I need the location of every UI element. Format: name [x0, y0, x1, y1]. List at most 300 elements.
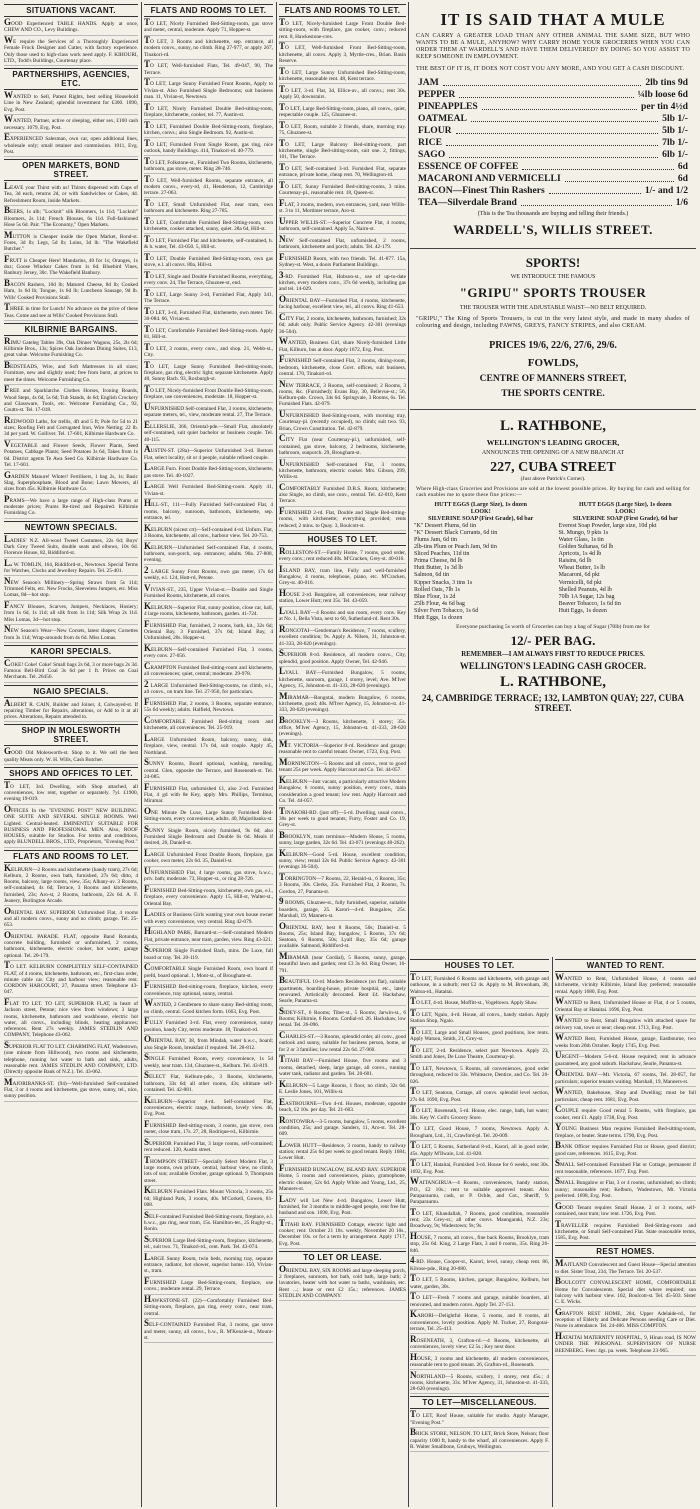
classified-ad: PRAMS—We have a large range of High-class Prams at moderate prices; Prams Re-tired and Repaired. Kilbirnie Furnishing Co.: [4, 496, 138, 519]
classified-ad: TO LET, 3rd. Dwelling, with Shop attached, all conveniences, low rent, together or separately. 7yl. £1900, evening 19-019.: [4, 782, 138, 805]
classified-ad: GOOD Experienced TABLE HANDS. Apply at once, CHEW AND CO., Levy Buildings.: [4, 19, 138, 36]
classified-ad: TO LET, Double Furnished Bed-Sitting-room, own gas stove, e.l. all convs. 80a, Hill-st.: [144, 254, 273, 271]
classified-ad: GOOD Old Molesworth-st. Shop to it. We sell the best quality Meats only. W. H. Wills, Cash Butcher.: [4, 748, 138, 765]
classified-ad: CRAMPTON Furnished Bed-sitting-room and kitchenette, all conveniences; quiet, central; moderate. 29-978.: [144, 663, 273, 680]
classified-ad: TO LET, Single and Double Furnished Rooms, everything, every conv. 24, The Terrace, Ghuznee-st, end.: [144, 272, 273, 289]
leader-dots: [549, 185, 641, 194]
classified-ad: KELBURN Furnished Flats. Mount Victoria, 3 rooms, 25s 6d; Highland Park, 3 rooms, 40s. M'Corkell, Gowen, 81-008.: [144, 1187, 273, 1210]
classified-ad: REDWOOD Laths, for trellis, 4ft and 5 ft; Pole for 5d to 21 sizes; Roofing Felt and Corrugated Iron, Wire Netting; 22 lb. 3d per yard. W. Golliver. Tel. 17-601, Kilbirnie Hardware Co.: [4, 417, 138, 440]
classified-ad: FLAT, 3 rooms, modern, own entrances, yard, near Willis-st. 3 to 11, Mortimer terrace, Aro-st.: [279, 200, 406, 217]
classified-ad: TO LET, Sunny Furnished Bed-sitting-rooms, 3 mins. Courtenay-pl., reasonable rent. 18, Queen-st.: [279, 182, 406, 199]
column-4-lower: [410, 957, 549, 1507]
classified-ad: SUPERIOR FLAT TO LET. CHARMING FLAT, Wadestown, (one minute from Hillwood), two rooms and kitchenette, telephone, running hot water to bath and sink, adults, reasonable rent. JAMES STEDLIN AND COMPANY, LTD. (Directly opposite Bank of N.Z.). Tel. 43-062.: [4, 1042, 138, 1077]
classified-ad: TO LET, Furnished 6 Rooms and kitchenette, with garage and outhouse, in a suburb; rent £2 4s. Apply to M. Brownham, 38, Waitoa-rd., Hataitai.: [410, 974, 549, 997]
classified-ad: LYALL BAY—4 Rooms and sun room, every conv. Key at No. 1, Bella Vista, next to 60, Sutherland-rd. Rent 30s.: [279, 608, 406, 625]
classified-ad: ORIENTAL BAY, SIX ROOMS and large sleeping porch, 2 fireplaces, sunroom, hot bath, cold bath, large bath; 2 lavatories, heater with hot water to baths, washbasin, etc. Rent ...; lease or rent £2 15s.; references. JAMES STEDLIN AND COMPANY.: [279, 1266, 406, 1301]
classified-ad: ORIENTAL BAY, 38, from Mindah, water h.w.c., board; also Single Room, breakfast if required. Tel. 28-812.: [144, 1036, 273, 1053]
price-item-name: PINEAPPLES: [418, 101, 478, 112]
price-item-name: TEA—Silverdale Brand: [418, 197, 517, 208]
grocery-item: Raisins, 6d lb: [558, 558, 592, 565]
section-heading: TO LET OR LEASE.: [279, 1251, 406, 1264]
leader-dots: [456, 125, 659, 134]
section-heading: WANTED TO RENT.: [555, 959, 696, 972]
grocery-item: Rolled Oats, 7lb 1s: [414, 586, 460, 593]
classified-ad: UPPER WILLIS-ST.—Superior Concrete Flat, 4 rooms, bathroom, self-contained. Apply 5s, Nairn-st.: [279, 218, 406, 235]
rathbone-left-items: [414, 523, 547, 622]
grocery-item: "K" Dessert Plums, 6d tin: [414, 522, 477, 529]
classified-ad: LYALL BAY—Furnished Bungalow, 5 rooms, kitchenette, sunroom, garage, 1 storey, level; Ave. M'Iver Agency, 15, Johnston-st. 41-333, 28-620 (evenings).: [279, 668, 406, 691]
classified-ad: LARGE Unfurnished Room, balcony, sunny, sink, fireplace, view, central. 17s 6d, suit couple. Apply 45, Northland.: [144, 735, 273, 758]
classified-ad: TO LET, Room, suitable 2 friends, share, morning tray. 75, Ghuznee-st.: [279, 122, 406, 139]
column-3: [279, 2, 406, 1507]
classified-ad: ISLAND BAY, tram line, Fully and well-furnished Bungalow, 4 rooms, telephone, piano, etc. M'Cracken, Grey-st. 40-016.: [279, 566, 406, 589]
column-5-lower: [555, 957, 696, 1507]
classified-ad: UNFURNISHED Flat, 4 large rooms, gas stove, h.w.c., priv. bath; moderate. 73, Hopper-st., or ring 28-726.: [144, 868, 273, 885]
wardell-intro: CAN CARRY A GREATER LOAD THAN ANY OTHER ANIMAL THE SAME SIZE, BUT WHO WANTS TO BE A MULE, ANYHOW? WHY CARRY HOME YOUR GROCERIES WHEN YOU CAN ORDER THEM AT WARDELL'S AND HAVE THEM DELIVERED? BY DOING SO YOU ASSIST TO KEEP SOMEONE IN EMPLOYMENT.: [416, 33, 690, 60]
classified-ad: FURNISHED Flat, 2 rooms, 3 Rooms, separate entrance, 55s 6d weekly; adults. Halfield, Newtown.: [144, 699, 273, 716]
classified-ad: FURNISHED Flat, furnished, 2 rooms, bath, kit., 32s 6d; Oriental Bay, 3 Furnished, 37s 6d; Island Bay, 4 Unfurnished, 20s. Hopper-st.: [144, 621, 273, 644]
classified-ad: MIRAMAR (near Cordial), 5 Rooms, sunny, garage, beautiful lawn and garden; rent £3 3s 6d. Ring Owner, 16-791.: [279, 953, 406, 976]
classified-ad: HIGHLAND PARK, Barnard-st.—Self-contained Modern Flat, private entrance, near tram, garden, view. Ring 43-321.: [144, 928, 273, 945]
classified-ad: ORIENTAL BAY—Furnished Flat, 4 rooms, kitchenette, facing harbour, excellent view, tel., all convs. Ring 41-653.: [279, 296, 406, 313]
price-item-name: BACON—Finest Thin Rashers: [418, 185, 545, 196]
classified-ad: SELF-CONTAINED Furnished Flat, 3 rooms, gas stove and meter, sunny, all convs., h.w., R. M'Kenzie-st., Mount-st.: [144, 1320, 273, 1343]
classified-ad: LARGE Sunny Room, twin beds, morning tray, separate entrance, radiator, hot shower, superior home. 150, Vivian-st., tram.: [144, 1254, 273, 1277]
classified-ad: FURNISHED Flat, unfurnished £1, also 2-rd. Furnished Flat, 4 gd with 8e Key, apply Mrs. Phillips, Terminus, Miramar.: [144, 784, 273, 807]
price-item-name: PEPPER: [418, 89, 456, 100]
classified-ad: WANTED to Rent, Unfurnished House, 4 rooms and kitchenette, vicinity Kilbirnie, Island Bay preferred; reasonable rental. Apply 1680, Evg. Post.: [555, 974, 696, 997]
classified-ad: 4-RD. House, Cooper-st., Karori, level, sunny, cheap rent. 86, Kilrose-pde., Ring 20-080.: [410, 1257, 549, 1274]
classified-ad: 9 ROOMS, Ghuznee-st., fully furnished, superior, suitable boarders, garage, 25. Karori—4-rd. Bungalow, 25s. Marshall, 19, Manners-st.: [279, 898, 406, 921]
sports-advertisement: [410, 255, 696, 399]
section-heading: NGAIO SPECIALS.: [4, 685, 138, 698]
rathbone-offer: Everyone purchasing 5s worth of Groceries can buy a bag of Sugar (70lb) from me for: [456, 624, 650, 631]
classified-ad: NEW Self-contained Flat, unfurnished, 2 rooms, bathroom, kitchenette and porch; adults. Tel. 42-179.: [279, 236, 406, 253]
classified-ad: L. W. TOMLIN, 164, Riddiford-st., Newtown. Special Terms for Watches, Clocks and Jewellery Repairs. Tel. 25-401.: [4, 560, 138, 577]
classified-ad: MUTTON is Cheaper inside the Open Market, Bond-st. Fores, 3d lb; Legs, 5d lb; Loins, 3d lb. "The Wakefield Butcher.": [4, 232, 138, 255]
classified-ad: KARORI—Delightful Home, 5 rooms, and 8 rooms, all conveniences, lovely position. Apply M. Tucker, 27, Rongotai-terrace, Tel. 25-413.: [410, 1311, 549, 1334]
leader-dots: [443, 77, 642, 86]
leader-dots: [521, 197, 672, 206]
classified-ad: SUPERIOR 8-rd. Residence, all modern convs., City, splendid, good position. Apply Owner, Tel. 42-946.: [279, 650, 406, 667]
section-heading: HOUSES TO LET.: [279, 533, 406, 546]
classified-ad: ROLLESTON-ST.—Family Home, 7 rooms, good order, every conv.; rent reduced 40s. M'Cracken, Grey-st. 40-016.: [279, 548, 406, 565]
rathbone-right-column: [559, 502, 692, 622]
classified-ad: TO LET, Ngaio, 4-rd. House, all convs., handy station. Apply Station Shop, Ngaio.: [410, 1010, 549, 1027]
classified-ad: 2 LARGE Sunny Front Rooms, own gas meter, 17s 6d weekly, e.l. 124, Hutt-rd, Petone.: [144, 567, 273, 584]
section-heading: FLATS AND ROOMS TO LET.: [4, 850, 138, 863]
classified-ad: TO LET, Large and Small Houses, good positions, low rents. Apply Watson, Smith, 21, Grey-st.: [410, 1028, 549, 1045]
section-heading: NEWTOWN SPECIALS.: [4, 521, 138, 534]
classified-ad: TO LET, 4-rd. House, Moffitt-st., Vogeltown. Apply Shaw.: [410, 998, 549, 1008]
classified-ad: FRUIT is Cheaper Here! Mandarins, 40 for 1s; Oranges, 1s doz; Goose Windsor Cakes from 1s 6d. Bluebird Vines, Banbury Jersey, 30c. The Wakefield Banbury.: [4, 256, 138, 279]
grocery-item: Vermicelli, 6d pkt: [558, 579, 602, 586]
classified-ad: SMALL Self-contained Furnished Flat or Cottage, permanent if rent reasonable, references. 1677, Evg. Post.: [555, 1160, 696, 1177]
classified-ad: BEERS, 1s alb; "Locknit" silk Bloomers, 1s 11d; "Locknit" Bloomers, 2s 11d; French Blouses, 6s 11d. Full-fashioned Hose 5s 6d. Pair. "The Economy," Open Markets.: [4, 207, 138, 230]
classified-ad: TO LET, 2-rd. Residence, select part Newtown. Apply 23, Smith and Jones, De Luxe Theatre, Courtenay-pl.: [410, 1046, 549, 1063]
classified-ad: TO LET, Well-furnished Rooms, separate entrance, all modern convs., every-rd, 41, Henderson, 12, Cambridge terrace. 27-063.: [144, 176, 273, 199]
classified-ad: UNFURNISHED Self-contained Flat, 3 rooms, kitchenette, bathroom, electric cooker. Mrs. Gibson, 299, Willis-st.: [279, 460, 406, 483]
section-heading: OPEN MARKETS, BOND STREET.: [4, 159, 138, 181]
classified-ad: BROOKLYN—3 Rooms, kitchenette, 1 storey; 35s. office, M'Iver Agency, 15, Johnston-st. 41-333, 28-620 (evenings).: [279, 717, 406, 740]
classified-ad: TO LET, 3 rooms, every conv., and shop. 21, Webb-st., City.: [144, 344, 273, 361]
classified-ad: KELBURN—Superior Flat, sunny position, close car, hall, 4 large rooms, kitchenette, bathroom, garden. 41-724.: [144, 603, 273, 620]
classified-ad: WANTED, Partner, active or sleeping, either sex, £100 cash necessary. 1079, Evg. Post.: [4, 116, 138, 133]
classified-ad: SUNNY Rooms, Board optional, washing, mending, central. Glen, opposite the Terrace, and Roseneath-st. Tel. 24-085.: [144, 759, 273, 782]
classified-ad: FURNISHED Large Bed-Sitting-room, fireplace, use convs.; moderate rental. 29, Terrace.: [144, 1278, 273, 1295]
classified-ad: FURNISHED BUNGALOW, ISLAND BAY. SUPERIOR Home, 5 rooms and conveniences, piano, gramophone, electric cleaner, 52s 6d. Apply White and Young, Ltd., 25, Manners-st.: [279, 1165, 406, 1194]
section-heading: PARTNERSHIPS, AGENCIES, ETC.: [4, 68, 138, 90]
grocery-item: Hutt Eggs, 1s dozen: [558, 607, 607, 614]
wardells-advertisement: [410, 2, 696, 713]
rathbone-near: (Just above Patrick's Corner).: [520, 476, 586, 482]
classified-ad: BRICK STORE, NELSON. TO LET, Brick Store, Nelson; floor capacity 1000 ft, handy to the wharf, all conveniences. Apply F. R. Walter Smallbone, Grubuys, Wellington.: [410, 1429, 549, 1452]
classified-ad: TO LET, Comfortable Furnished Bed-Sitting-room, own kitchenette, cooker attached, sunny, quiet. 28a 64, Hill-st.: [144, 218, 273, 235]
classified-ad: WANTED, Business Girl, share Nicely-furnished Little Flat, Kilburn, bus at door. Apply 1672, Evg. Post.: [279, 338, 406, 355]
classified-ad: ORIENTAL BAY—Mt. Victoria, 67 rooms, Tel. 28-057, for particulars; superior tenants waiting. Marshall, 19, Manners-st.: [555, 1070, 696, 1087]
classified-ad: EXPERIENCED Salesman, own car, open additional lines, wholesale only; small retainer and commission. 1011, Evg. Post.: [4, 134, 138, 157]
sports-prices: PRICES 19/6, 22/6, 27/6, 29/6.: [489, 340, 617, 351]
classified-ad: 2 LARGE Unfurnished Bed-Sitting-rooms, no climb, e.l., all convs., on tram line. Tel. 27-956, for particulars.: [144, 681, 273, 698]
classified-ad: CITY Flat, 2 rooms, kitchenette, bathroom, furnished; 32s 6d; adult only. Public Service Agency. 42-301 (evenings 36-504).: [279, 314, 406, 337]
grocery-item: Silver Fern Tobacco, 1s 6d: [414, 607, 479, 614]
column-rule: [276, 2, 277, 1507]
grocery-item: Blue Flour, 1s 2d: [414, 593, 456, 600]
classified-ad: TO LET, Large Sunny Furnished Bed-sitting-room, fireplace, gas ring, electric light; separate kitchenette. Apply 40, Sunny Bach. 93, Roxburgh-st.: [144, 362, 273, 385]
grocery-item: St. Mungo, 9 pkts 1s: [558, 529, 609, 536]
classified-ad: WANTED Rent, Furnished House, garage, Eastbourne, two weeks from 26th October. Reply 1745, Evg. Post.: [555, 1034, 696, 1051]
price-row: [418, 89, 688, 101]
section-heading: KARORI SPECIALS.: [4, 645, 138, 658]
wardell-intro-2: THE BEST OF IT IS, IT DOES NOT COST YOU ANY MORE, AND YOU GET A CASH DISCOUNT.: [416, 66, 685, 72]
price-item-name: FLOUR: [418, 125, 452, 136]
classified-ad: TO LET, Nicely Furnished Bed-Sitting-room, gas stove and meter, central, moderate. Apply 71, Hopper-st.: [144, 19, 273, 36]
section-heading: FLATS AND ROOMS TO LET.: [144, 4, 273, 17]
classified-ad: SIDEY-ST., 6 Rooms; Tiber-st., 5 Rooms; Jarwin-st., 6 Rooms; Kilbirnie, 6 Rooms. Cordial-rd. 26. Hackshaw, low rental. Tel. 26-096.: [279, 1008, 406, 1031]
classified-ad: SELF-contained Furnished Bed-Sitting-room, fireplace, e.l. h.w.c., gas ring, near tram, 15s. Hamilton-ter., 25 Rugby-st., Ronin.: [144, 1212, 273, 1235]
price-row: [418, 101, 688, 113]
classified-ad: TO LET, Newtown, 5 Rooms, all conveniences, good order throughout, reduced to 33s. Whiteacre, Dentice, and Co. Tel. 20-026.: [410, 1064, 549, 1087]
classified-ad: WANTED to Rent, Small Bungalow with attached space for delivery van, town or near; cheap rent. 1713, Evg. Post.: [555, 1016, 696, 1033]
column-rule: [141, 2, 142, 1507]
classified-ad: TO LET, Nicely Furnished Double Bed-sitting-room, fireplace, kitchenette, cooker, tel. 77, Austin-st.: [144, 104, 273, 121]
divider: [410, 248, 696, 249]
classified-ad: SUNNY Single Room, nicely furnished, 9s 6d; also Furnished Single Bedroom and Double 6s 6d. Meals if desired, 26, Daniell-st.: [144, 826, 273, 849]
classified-ad: KELBURN—5 Large Rooms, 1 floor, no climb, 32s 6d. E. Leslie Jones, 101, Willis-st.: [279, 1081, 406, 1098]
classified-ad: FURNISHED 2-rd. Flat, Double and Single Bed-sitting-rooms, with kitchenette; everything provided; rents reduced; 2 mins. to Quay. 3, Boulcott-st.: [279, 508, 406, 531]
price-item-price: 5lb 1/-: [662, 113, 688, 124]
rathbone-intro: Where High-class Groceries and Provisions are sold at the lowest possible prices. By buying for cash and selling for cash enables me to quote these fine prices:—: [416, 486, 690, 499]
price-item-price: 5lb 1/-: [662, 125, 688, 136]
grocery-item: Apricots, 1s 4d lb: [558, 551, 602, 558]
classified-ad: TRAVELLER requires Furnished Bed-Sitting-room and kitchenette, or Small Self-contained Flat. State reasonable terms, 1585, Evg. Post.: [555, 1221, 696, 1244]
classified-ad: TO LET—Fresh 7 rooms and garage, suitable boarders, all renovated, and modern convs. Apply Tel. 27-151.: [410, 1293, 549, 1310]
classified-ad: LARGE Furn. Front Double Bed-Sitting-room, kitchenette, gas stove. Tel. 40-1027.: [144, 464, 273, 481]
grocery-item: Hutt Eggs, 1s dozen: [414, 615, 463, 622]
classified-ad: KELBURN (nicest crt)—Self-contained 4-rd. Unfurn. Flat, 3 Rooms, kitchenette, all conv., harbour view. Tel. 20-753.: [144, 525, 273, 542]
sports-tagline: THE TROUSER WITH THE ADJUSTABLE WAIST—NO BELT REQUIRED.: [459, 305, 647, 311]
classified-ad: HILL-ST., 111—Fully Furnished Self-contained Flat, 4 rooms, balcony, sunroom, bathroom, kitchenette, sep. entrance, tel.: [144, 500, 273, 523]
classified-ad: TO LET, Furnished Flat and kitchenette, self-contained, h. & h. water, Tel. 43-050. 5, Hill-st.: [144, 236, 273, 253]
classified-ad: LADY will Let New 4-rd. Bungalow, Lower Hutt, furnished, for 3 months to middle-aged people, rent free for husband and son. 1690, Evg. Post.: [279, 1196, 406, 1219]
classified-ad: VIVIAN-ST., 235, Upper Vivian-st.—Double and Single Furnished Rooms, kitchenette, all convs.: [144, 585, 273, 602]
grocery-item: Kipper Snacks, 3 tins 1s: [414, 579, 473, 586]
classified-ad: TO LET, Nicely-furnished Large Front Double Bed-sitting-room, with fireplace, gas cooker, conv.; reduced rent. 8, Hawkestone-cres.: [279, 19, 406, 42]
price-item-price: 2lb tins 9d: [645, 77, 688, 88]
leader-dots: [446, 137, 658, 146]
column-rule: [408, 2, 409, 1507]
sports-description: "GRIPU," The King of Sports Trousers, is cut in the very latest style, and made in many shades of colouring and design, including FAWNS, GREYS, FANCY STRIPES, and also CREAM.: [416, 316, 690, 329]
classified-ad: SUPERIOR Furnished Flat, 3 large rooms, self-contained; rent reduced. 120, Austin street.: [144, 1139, 273, 1156]
grocery-item: Plums Jam, 6d tin: [414, 537, 458, 543]
classified-ad: GRAFTON REST HOME, 284, Upper Adelaide-rd., for reception of Elderly and Delicate Persons needing Care or Diet. Nurse in attendance. Tel. 24-406. MISS COMPTON.: [555, 1309, 696, 1332]
classified-ad: FANCY Blouses, Scarves, Jumpers, Necklaces, Hosiery; from 1s 6d, 1s 11d; all silk from 1s 11d; Silk Wrap 2s 11d. Miss Lomas, 3d—hot stop.: [4, 602, 138, 625]
rathbone-cash-grocer: WELLINGTON'S LEADING CASH GROCER.: [459, 661, 647, 672]
classified-ad: TO LET, Self-contained 3-rd. Furnished Flat, separate entrance, private home, cheap rent. 70, Wellington-rd.: [279, 164, 406, 181]
rathbone-advertisement: [410, 418, 696, 713]
classified-ad: BEAUTIFUL 10-rd. Modern Residence (on flat), suitable apartments, boarding-house, private hospital, etc., lately renovated. Artistically decorated. Rent £4. Hackshaw, Searle, Panama-st.: [279, 977, 406, 1006]
rathbone-offer-price: 12/- PER BAG.: [510, 633, 596, 649]
classified-ad: WANTED to Rent, Unfurnished House or Flat, 4 or 5 rooms, Oriental Bay or Hataitai. 1696, Evg. Post.: [555, 998, 696, 1015]
classified-ad: UNFURNISHED Self-contained Flat, 3 rooms, kitchenette, separate meters, tel., view, moderate rental. 27, The Terrace.: [144, 404, 273, 421]
sports-title: SPORTS!: [525, 255, 581, 270]
wardell-title: IT IS SAID THAT A MULE: [440, 10, 666, 29]
rathbone-name-2: L. RATHBONE,: [500, 674, 606, 691]
classified-ad: BANK Officer requires Furnished Flat or House, good district; good care, references. 1615, Evg. Post.: [555, 1142, 696, 1159]
classified-ad: TO LET, 5 Rooms, kitchen, garage; Bungalow, Kelburn, hot water, garden, 30s.: [410, 1275, 549, 1292]
section-heading: SITUATIONS VACANT.: [4, 4, 138, 17]
rathbone-look-right: LOOK!: [615, 508, 636, 515]
classified-ad: YOUNG Business Man requires Furnished Bed-sitting-room, fireplace, or heater. State terms. 1790, Evg. Post.: [555, 1124, 696, 1141]
classified-ad: THREE in time for Lunch! No advance on the price of these Teas. Come and see at Wills' Cooked Provisions Stall.: [4, 304, 138, 321]
classified-ad: FURNISHED Room, with two friends. Tel. 41-877. 15a, Sydney-st. West, a doors Parliament Buildings.: [279, 254, 406, 271]
classified-ad: TITAHI BAY—Furnished House, five rooms and 3 rooms, detached, sleep, large garage, all convs., running water tank, radiator and garden. Tel. 20-601.: [279, 1056, 406, 1079]
classified-ad: VEGETABLE and Flower Seeds, Flower Plants, Seed Potatoes, Cabbage Plants; Seed Potatoes 3s 6d, Takes from 1s 6d. District agents Te Awa Seed Co. Kilbirnie Hardware Co. Tel. 17-601.: [4, 441, 138, 470]
price-row: [418, 77, 688, 89]
rathbone-addresses: 24, CAMBRIDGE TERRACE; 132, LAMBTON QUAY; 227, CUBA STREET.: [421, 693, 685, 714]
divider: [410, 409, 696, 410]
rathbone-right-head: HUTT EGGS (Large Size), 1s dozen: [579, 501, 672, 508]
classified-ad: CITY Flat (near Courtenay-pl.), unfurnished, self-contained, gas stove, balcony, 2 bedrooms, kitchenette, bathroom, sunporch. 29, Brougham-st.: [279, 435, 406, 458]
rathbone-right-soap: SILVERINE SOAP (First Grade), 6d bar: [572, 515, 678, 522]
classified-ad: TINAKORI-RD. (just off)—5-rd. Dwelling, usual convs., 30s per week to good tenants; Furry, Foster and Co. 19, Grey-st.: [279, 808, 406, 831]
section-heading: REST HOMES.: [555, 1245, 696, 1258]
classified-ad: TO LET, Seatoun, Cottage, all convs. splendid level section, 27s 6d. 1690, Evg. Post.: [410, 1088, 549, 1105]
classified-ad: HATAITAI MATERNITY HOSPITAL, 9, Hinau road, IS NOW UNDER THE PERSONAL SUPERVISION OF NURSE BEENBERG. Fees: 4gs. pa. week. Telephone 23-965.: [555, 1333, 696, 1356]
grocery-item: Wheat Butter, 1s lb: [558, 565, 605, 572]
rathbone-subtitle: WELLINGTON'S LEADING GROCER,: [486, 438, 620, 447]
classified-ad: LADIES' N.Z. All-wool Tweed Costumes, 22s 6d; Boys' Dark Grey Tweed Suits, double seats and elbows, 10s 6d. Florence House, 82, Riddiford-st.: [4, 536, 138, 559]
classified-ad: AUSTIN-ST. (28a)—Superior Unfurnished 3-rd. Bottom Flat, select locality, sit or 4 people, suitable refined couple.: [144, 446, 273, 463]
price-row: [418, 161, 688, 173]
classified-ad: FURNISHED Bed-Sitting-room, kitchenette, own gas, e.l., fireplace, every convenience. Apply 15, Hill-st, Walter-st., Oriental Bay.: [144, 886, 273, 909]
classified-ad: TO LET, Roof House, suitable for studio. Apply Manager, "Evening Post.": [410, 1411, 549, 1428]
classified-ad: BROOKLYN, tram terminus—Modern House, 5 rooms, sunny, large garden, 32s 6d. Tel. 43-071 (evenings 40-262).: [279, 832, 406, 849]
price-row: [418, 185, 688, 197]
classified-ad: HOUSE 2-rd. Bungalow, all conveniences, near railway station, Lower Hutt; rent 35s. Tel. 43-059.: [279, 590, 406, 607]
classified-ad: MAJORIBANKS-ST. (94)—Well-furnished Self-contained Flat, 3 or 4 rooms and kitchenette, gas stove, sunny, tel., nice, sunny position.: [4, 1079, 138, 1102]
classified-ad: SINGLE Furnished Room, every convenience, 1s 5d weekly, near tram. 134, Ghuznee-st., Kelburn. Tel. 43-819.: [144, 1054, 273, 1071]
rathbone-right-items: [559, 523, 692, 615]
classified-ad: TO LET, Furnished Double Bed-Sitting-room, fireplace, kitchen, convs.; also Single Bedroom. 92, Austin-st.: [144, 122, 273, 139]
column-rule: [552, 957, 553, 1507]
classified-ad: TO LET, Comfortable Furnished Bed-Sitting-room. Apply 81, Hill-st.: [144, 326, 273, 343]
price-item-price: 1/6: [675, 197, 688, 208]
rathbone-announce: ANNOUNCES THE OPENING OF A NEW BRANCH AT: [481, 450, 625, 456]
classified-ad: TO LET, 3-rd. Flat, 3d, Ellice-av., all convs.; rent 30s. Apply 50, downstairs.: [279, 86, 406, 103]
classified-ad: TO LET, Well-furnished Front Bed-Sitting-room, kitchenette, all convs. Apply 3, Myrtle-cres., Brian. Basin Reserve.: [279, 43, 406, 66]
price-row: [418, 125, 688, 137]
grocery-item: Water Glass, 1s tin: [558, 537, 604, 543]
grocery-item: 70lb 1A Sugar, 12s bag: [558, 593, 615, 600]
classified-ad: OFFICES In the "EVENING POST" NEW BUILDING. ONE SUITE AND SEVERAL SINGLE ROOMS. Well Lighted. Central-heated. EMINENTLY SUITABLE FOR BUSINESS AND PROFESSIONAL MEN. Also, ROOF HOUSES, suitable for Studios. For terms and conditions, apply BLUNDELL BROS., LTD., Proprietors, "Evening Post.": [4, 806, 138, 848]
classified-ad: TO LET, Large Balcony Bed-sitting-room, part kitchenette, single Bed-sitting-room, suit one. 2, fittings, 101, The Terrace.: [279, 140, 406, 163]
classified-ad: SMALL Bungalow or Flat, 3 or 4 rooms, unfurnished; no climb; sunny; reasonable rent; Kelburn, Wadestown, Mt. Victoria preferred. 1698, Evg. Post.: [555, 1178, 696, 1201]
classified-ad: TO LET, 3-rd, Furnished Flat, kitchenette, own meter. Tel. 30-084. 66, Vivian-st.: [144, 308, 273, 325]
rathbone-name: L. RATHBONE,: [500, 418, 606, 434]
price-item-price: per tin 4½d: [641, 101, 688, 112]
rathbone-left-column: [414, 502, 547, 622]
rathbone-left-head: HUTT EGGS (Large Size), 1s dozen: [434, 501, 527, 508]
classified-ad: KELBURN—Self-contained Furnished Flat, 3 rooms, every conv. 27-056.: [144, 645, 273, 662]
classified-ad: TO LET, Khandallah, 7 Rooms, good condition, reasonable rent; 23s Grey-st.; all other convs. Maungaraki, N.Z. 23s; Broadway, 9s; Wadestown; 9s; 9s.: [410, 1209, 549, 1232]
price-item-price: 6lb 1/-: [662, 149, 688, 160]
classified-ad: NEW TERRACE, 3 Rooms, self-contained; 2 Rooms, 3 rooms, &c. (Furnished); Evans Bay, 30, Bellevue-st.; 56, Kelburn-pde. Crown, 34s 6d. Springvale, 3 Rooms, 6s. Tel. Furnished Flats. 42-079.: [279, 381, 406, 410]
grocery-item: 2lb-tins Plum or Peach Jam, 9d tin: [414, 544, 497, 551]
classified-ad: SUPERIOR Single Furnished Bach, mins. De Luxe, fall board or tray. Tel. 20-119.: [144, 946, 273, 963]
price-item-name: JAM: [418, 77, 439, 88]
leader-dots: [471, 113, 658, 122]
price-item-price: 7lb 1/-: [662, 137, 688, 148]
column-1: [4, 2, 138, 1507]
classified-ad: NEW Season's Millinery—Spring Straws from 5s 11d; Trimmed Felts, etc. New Frocks, Sleeveless Jumpers, etc. Miss Lomas, 8d—hot stop.: [4, 578, 138, 601]
classified-ad: KELBURN—Unfurnished Self-contained Flat, 4 rooms, bathroom, sun-porch, sep. entrances; adults. 90a. 27-808, evening.: [144, 543, 273, 566]
classified-ad: EASTBOURNE—Two 4-rd. Houses, moderate, opposite beach, £2 10s. per day. Tel. 21-603.: [279, 1099, 406, 1116]
classified-ad: ROSENEATH, 3, Grafton-rd.—4 Rooms, kitchenette, all conveniences, lovely view; £2 5s.; Key next door.: [410, 1336, 549, 1353]
grocery-item: "K" Dessert Black Currants, 6d tin: [414, 529, 498, 536]
grocery-item: Sliced Peaches, 11d tin: [414, 551, 470, 558]
classified-ad: BEDSTEADS, Wire, and Soft Mattresses in all sizes; Furniture, new and slightly used; free from burst, at prices to meet the times. Welcome Furnishing Co.: [4, 362, 138, 385]
leader-dots: [459, 89, 633, 98]
section-heading: SHOP IN MOLESWORTH STREET.: [4, 724, 138, 746]
classified-ad: KELBURN—Superior 4-rd. Self-contained Flat, conveniences, electric range, bathroom, lovely view. 46, Evg. Post.: [144, 1097, 273, 1120]
classified-ad: LARGE Unfurnished Front Double Room, fireplace, gas cooker, own meter, 22s 6d. 35, Daniell-st.: [144, 850, 273, 867]
price-row: [418, 113, 688, 125]
price-item-name: ESSENCE OF COFFEE: [418, 161, 519, 172]
classified-ad: FURNISHED Bed-sitting-room, 3 rooms, gas stove, own meter, close tram, 17s. 27, 28, Rodrique-rd., Kilbirnie.: [144, 1121, 273, 1138]
classified-ad: COMFORTABLY Furnished D.B.S. Room, kitchenette; also Single, no climb, use conv., central. Tel. 42-010, Kent Terrace.: [279, 484, 406, 507]
section-heading: HOUSES TO LET.: [410, 959, 549, 972]
classified-ad: RONTOWIRA—3-5 rooms, bungalow, 5 rooms, excellent condition, 25s; and garage. Sanders, 11, Aro-st. Tel. 28-609.: [279, 1117, 406, 1140]
classified-ad: TO LET, 3 Rooms and kitchenette, sep. entrance, all modern convs., sunny, no climb. Ring 27-977, or apply 267, Tinakori-rd.: [144, 37, 273, 60]
classified-ad: TO LET, Good House, 7 rooms, Newtown. Apply A. Brougham, Ltd., 31, Crawford-pl. Tel. 20-009.: [410, 1124, 549, 1141]
sports-shop: FOWLDS,: [527, 357, 579, 369]
price-row: [418, 149, 688, 161]
section-heading: SHOPS AND OFFICES TO LET.: [4, 767, 138, 780]
classified-ad: TO LET, Folkstone-st., Furnished Two Rooms, kitchenette, bathroom, gas stove, meter. Ring 28-746.: [144, 158, 273, 175]
classified-ad: WE require the Services of a Thoroughly Experienced Female Frock Designer and Cutter, with factory experience. Only those used to high-class work need apply. F. KIHOURI, LTD., Todd's Buildings, Courtenay place.: [4, 37, 138, 66]
classified-ad: WAITANGIRUA—4 Rooms, conveniences, handy station, P.O., £2 10s.; rent to suitable approved tenant. Also Paraparaumu, cash, or P. Ochle, and Cot., Sheriff, 9, Paraparaumu.: [410, 1178, 549, 1207]
leader-dots: [522, 161, 673, 170]
price-item-name: OATMEAL: [418, 113, 467, 124]
classified-ad: TO LET, Large Sunny Furnished Front Rooms, Apply to Vivian-st. Also Furnished Single Bedrooms; suit business man. 11, Vivian-st, Newtown.: [144, 79, 273, 102]
rathbone-left-soap: SILVERINE SOAP (First Grade), 6d bar: [428, 515, 534, 522]
classified-ad: URGENT—Modern 5-6-rd. House required; rent in advance guaranteed, any good suburb. Hackshaw, Searle, Panama-st.: [555, 1052, 696, 1069]
classified-ad: FURNISHED Self-contained Flat, 3 rooms, dining-room, bedroom, kitchenette, close Govt. offices, suit business, central. 170, Tinakori-rd.: [279, 356, 406, 379]
classified-ad: TO LET, Nicely-furnished Front Double Bed-Sitting-room, fireplace, use conveniences, moderate. 18, Hopper-st.: [144, 386, 273, 403]
classified-ad: HAWKSTONE-ST. (22)—Comfortably Furnished Bed-Sitting-room, fireplace, gas ring, every conv., near tram, central.: [144, 1296, 273, 1319]
grocery-item: Prima Cheese, 8d lb: [414, 558, 463, 565]
grocery-item: Shelled Peanuts, 4d lb: [558, 586, 612, 593]
classified-ad: ELLERSLIE, 366, Oriental-pde.—Small Flat, absolutely self-contained, suit quiet bachelor or business couple. Tel. 40-115.: [144, 422, 273, 445]
classified-ad: ALBERT R. CAIN, Builder and Joiner, 4, Colwayed-st. If repairing Timber for Repairs, alterations, or Add to it at all prices. Alterations, Repairs attended to.: [4, 700, 138, 723]
classified-ad: TO LET, Large Sunny Unfurnished Bed-Sitting-room, kitchenette, reasonable rent. 48, Kent terrace.: [279, 68, 406, 85]
rathbone-address: 227, CUBA STREET: [490, 460, 616, 475]
classified-ad: WANTED, 2 Gentlemen to share sunny Bed-sitting room, no climb, central. Good kitchen form. 1663, Evg. Post.: [144, 1000, 273, 1017]
leader-dots: [449, 149, 658, 158]
classified-ad: CHARLES-ST.—3 Rooms, splendid order, all conv., good outlook and sunny, suitable for business person, home, or for 2 or 3 families; low rental 22s 6d. 27-960.: [279, 1032, 406, 1055]
price-item-name: MACARONI AND VERMICELLI: [418, 173, 561, 184]
classified-ad: TO LET, Furnished Front Single Room, gas ring, nice outlook, handy Buildings. 414, Tinakori-rd. 40-779.: [144, 140, 273, 157]
classified-ad: NEW Season's Wear—New Corsets, latest shapes; Corsettes from 3s 11d; Wrap-arounds from 4s 6d. Miss Lomas.: [4, 626, 138, 643]
classified-ad: HOUSE, 7 rooms, all convs., fine back Rooms, Brooklyn, tram stop, 25s 6d. King, 2 Large Flats, 3 and 6 rooms, 35s. Ring 26-846.: [410, 1233, 549, 1256]
classified-ad: COUPLE require Good rental 5 Rooms, with fireplace, gas cooker, rent £1. Apply 1738, Evg. Post.: [555, 1106, 696, 1123]
price-item-price: 1/- and 1/2: [644, 185, 688, 196]
classified-ad: UNFURNISHED Bed-Sitting-room, with morning tray, Courtenay-pl. (recently occupied), no climb; suit two. 93, Brian, Crown Constitution. Tel. 42-879.: [279, 411, 406, 434]
classified-ad: GOOD Tenant requires Small House, 2 or 3 rooms, self-contained, near tram; low rent. 1726, Evg. Post.: [555, 1203, 696, 1220]
classified-ad: TITAHI BAY. FURNISHED Cottage, electric light and cooker; rent: October 21 10s. weekly, November 20 10s., December 10s. or for a term by arrangement. Apply 1717, Evg. Post.: [279, 1220, 406, 1249]
sports-address-2: THE SPORTS CENTRE.: [501, 389, 605, 399]
sports-intro: WE INTRODUCE THE FAMOUS: [510, 274, 596, 280]
rathbone-look-left: LOOK!: [470, 508, 491, 515]
wardell-note: (This is the Tea thousands are buying and telling their friends.): [477, 211, 629, 217]
price-item-name: RICE: [418, 137, 442, 148]
classified-ad: BACON Rashers, 10d lb; Matured Cheese, 8d lb; Cooked Ham, 1s 6d lb; Tongue, 1s 6d lb; Luncheon Sausage, 9d lb. Wills' Cooked Provisions Stall.: [4, 280, 138, 303]
classified-ad: ONE Minute De Luxe, Large Sunny Furnished Bed-Sitting-room, every convenience, adults. 40, Majoribanks-st.: [144, 808, 273, 825]
grocery-item: Beaver Tobacco, 1s 6d tin: [558, 600, 621, 607]
grocery-item: Salmon, 6d tin: [414, 572, 450, 579]
classified-ad: TO LET, Roseneath, 5-rd. House, elec. range, bath, hot water; 30s. Key W. Coll's Grocery Store.: [410, 1106, 549, 1123]
classified-ad: TO LET, Large Sunny 3-rd, Furnished Flat, Apply 341, The Terrace.: [144, 290, 273, 307]
price-row: [418, 197, 688, 209]
section-heading: TO LET—MISCELLANEOUS.: [410, 1396, 549, 1409]
section-heading: KILBIRNIE BARGAINS.: [4, 323, 138, 336]
classified-ad: KELBURN—2 Rooms and kitchenette (handy tram), 27s 6d; Kelburn, 2 Rooms, own bath, furnished, 27s 6d; ditto, 4 Rooms, balcony, large rooms, view, 35s; Albany-av. 3 Rooms, self-contained, 4s 6d; Terrace, 3 Rooms and kitchenette, furnished, 23s; Aro-st, 2 Rooms, bathroom, 22s 6d. A. F. Jeanery, Burlington Arcade.: [4, 865, 138, 907]
classified-ad: MAITLAND Convalescent and Guest House—Special attention to diet. Sister Trust, 234, The Terrace. Tel. 20-537.: [555, 1260, 696, 1277]
classified-ad: NORTHLAND—5 Rooms, scullery, 1 storey, rent 45s.; 4 rooms, kitchenette, 33s. M'Iver Agency, 31, Johnston-st. 41-333, 28-620 (evenings).: [410, 1372, 549, 1395]
classified-ad: LADIES or Business Girls wanting your own house owner with every convenience, very central. Ring 42-079.: [144, 910, 273, 927]
price-row: [418, 137, 688, 149]
classified-ad: TO LET, Well-furnished Flats, Tel. 49-047, 90, The Terrace.: [144, 61, 273, 78]
classified-ad: FULLY Furnished 3-rd. Flat, every convenience, sunny position, handy City, terms moderate. 18, Tinakori-rd.: [144, 1018, 273, 1035]
classified-ad: ORIENTAL BAY. SUPERIOR Unfurnished Flat, 4 rooms and all modern convs., sunny and no climb; garage. Tel. 25-653.: [4, 908, 138, 931]
sports-trouser-name: "GRIPU" SPORTS TROUSER: [459, 285, 647, 300]
classified-ad: LARGE Well Furnished Bed-Sitting-room. Apply 41, Vivian-st.: [144, 482, 273, 499]
grocery-item: Golden Sultanas, 6d lb: [558, 544, 614, 551]
classified-ad: TO LET, Large Bed-Sitting-room, piano, all convs., quiet, respectable couple. 125, Ghuznee-st.: [279, 104, 406, 121]
classified-ad: COKE! Coke! Coke! Small bags 2s 6d, 3 or more bags 2s 3d. Famous Bell-Bird Coal 3s 6d per 1 ft. Prices on Coal Merchants. Tel. 26456.: [4, 660, 138, 683]
classified-ad: SELECT Flat, Kelburn-pde., 3 Rooms, kitchenette, bathroom, 33s 6d; all other rooms, 43s; ultimate self-contained. Tel. 42-881.: [144, 1072, 273, 1095]
column-2: [144, 2, 273, 1507]
classified-ad: RIMU Gateleg Tables 39s, Oak Dinner Wagons, 25s, 2ls 6d; Kilbirnie Bros., 13s; Spices Oak Jacobean Dining Suites, £13, great value. Welcome Furnishing Co.: [4, 338, 138, 361]
classified-ad: SUPERIOR Large Bed-Sitting-room, fireplace, kitchenette, tel., suit two. 71, Tinakori-rd., cent. Park. Tel. 43-074.: [144, 1236, 273, 1253]
grocery-item: Everest Soap Powder, large size, 10d pkt: [558, 522, 657, 529]
rathbone-price-columns: [414, 502, 692, 622]
classified-ad: TO LET, Small Unfurnished Flat, near tram, own bathroom and kitchenette. Ring 27-785.: [144, 200, 273, 217]
price-item-price: 6d: [677, 161, 688, 172]
classified-ad: FLAT TO LET. TO LET, SUPERIOR FLAT, in heart of Jackson street, Petone; nice view from windows; 3 large rooms, kitchenette, bathroom and washhouse, electric hot water, all convs., including blinds, heating appliances; references. Rent 27s weekly. JAMES STEDLIN AND COMPANY, Telephone 43-062.: [4, 999, 138, 1041]
classified-ad: COMFORTABLE Single Furnished Room, own board if prefd, board optional. 1, Mont-st., of Brougham-st.: [144, 964, 273, 981]
